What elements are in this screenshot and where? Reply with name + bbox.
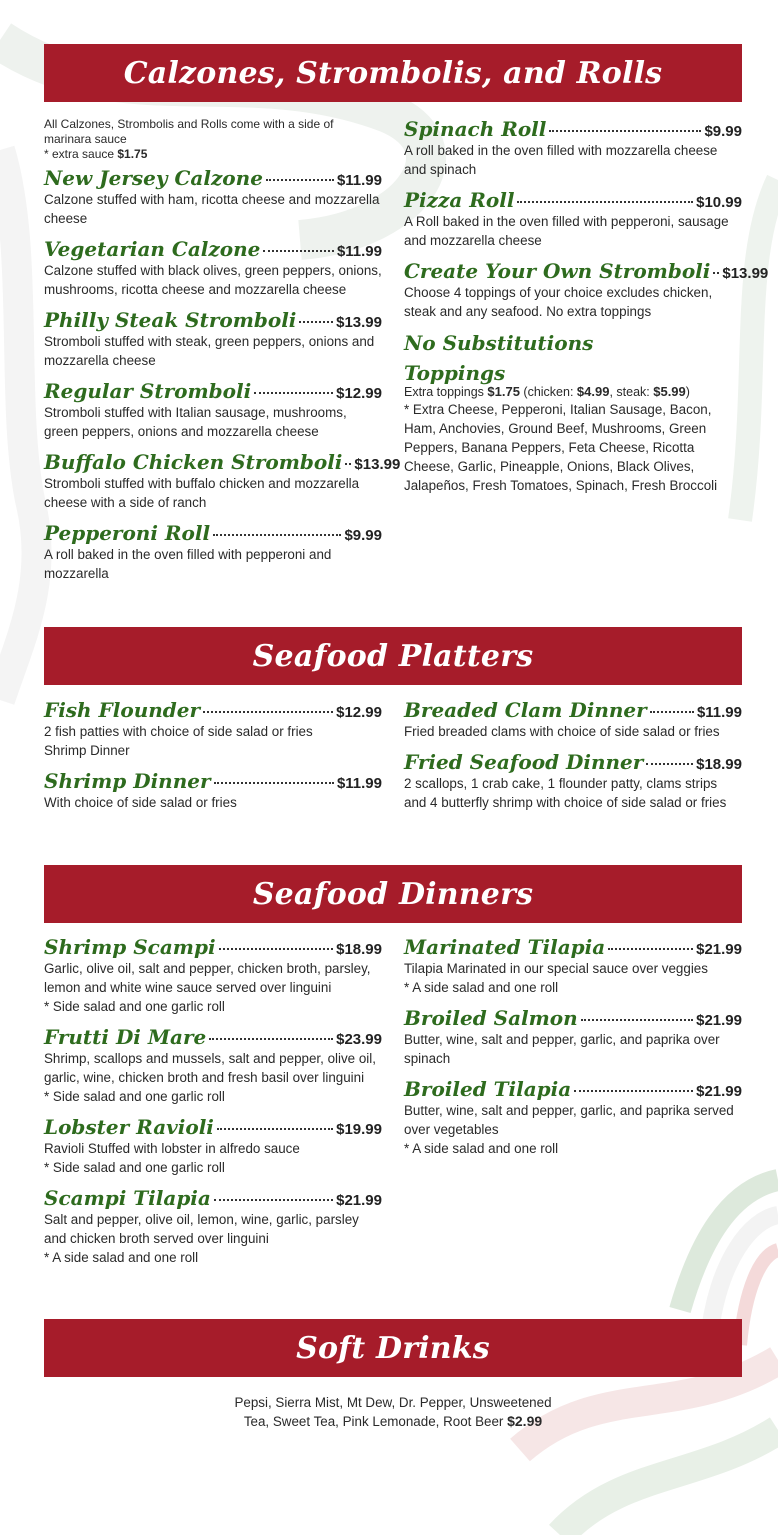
menu-item-name: Fish Flounder	[44, 698, 201, 722]
menu-item-description: Stromboli stuffed with buffalo chicken and mozzarella cheese with a side of ranch	[44, 476, 360, 510]
drinks-list	[44, 1393, 742, 1431]
menu-item-name: Create Your Own Stromboli	[404, 259, 711, 283]
menu-item-description: Tilapia Marinated in our special sauce over veggies	[404, 961, 708, 976]
dot-leader	[549, 130, 701, 132]
menu-item-name: Regular Stromboli	[44, 379, 252, 403]
menu-item-note: * A side salad and one roll	[404, 1141, 559, 1156]
dot-leader	[203, 711, 333, 713]
menu-item-description: Butter, wine, salt and pepper, garlic, and paprika over spinach	[404, 1032, 720, 1066]
menu-item-description: Salt and pepper, olive oil, lemon, wine, garlic, parsley and chicken broth served over linguini	[44, 1212, 359, 1246]
dot-leader	[254, 392, 333, 394]
menu-item-name: Broiled Salmon	[404, 1006, 578, 1030]
calzones-right-column	[404, 117, 769, 592]
menu-item-header	[44, 308, 382, 332]
menu-item-name: Broiled Tilapia	[404, 1077, 572, 1101]
menu-item-price: $21.99	[696, 1083, 742, 1100]
dot-leader	[574, 1090, 693, 1092]
menu-item-price: $9.99	[344, 527, 382, 544]
menu-item-price: $18.99	[336, 941, 382, 958]
menu-item-header	[44, 166, 382, 190]
menu-item-header	[44, 379, 382, 403]
menu-item-note: * Side salad and one garlic roll	[44, 1089, 225, 1104]
dot-leader	[217, 1128, 333, 1130]
menu-item-name: Marinated Tilapia	[404, 935, 606, 959]
menu-item-description: A roll baked in the oven filled with mozzarella cheese and spinach	[404, 143, 718, 177]
menu-item-description: With choice of side salad or fries	[44, 795, 237, 810]
menu-item-note: * Side salad and one garlic roll	[44, 1160, 225, 1175]
menu-item	[44, 935, 382, 1016]
menu-item	[44, 698, 382, 760]
dot-leader	[214, 1199, 333, 1201]
menu-item-note: * A side salad and one roll	[404, 980, 559, 995]
menu-item-name: Buffalo Chicken Stromboli	[44, 450, 343, 474]
menu-item	[404, 1077, 742, 1158]
menu-item-description: Butter, wine, salt and pepper, garlic, and paprika served over vegetables	[404, 1103, 734, 1137]
menu-item-header	[44, 521, 382, 545]
menu-item	[44, 379, 382, 441]
menu-item-price: $11.99	[696, 704, 742, 721]
toppings-pricing	[404, 384, 742, 400]
dot-leader	[214, 782, 334, 784]
menu-item	[44, 1025, 382, 1106]
chicken-price: $4.99	[576, 384, 610, 399]
section-title: Seafood Platters	[252, 638, 534, 674]
dinners-right-list	[404, 935, 742, 1276]
menu-item-name: New Jersey Calzone	[44, 166, 263, 190]
dot-leader	[581, 1019, 693, 1021]
menu-item	[404, 1006, 742, 1068]
menu-item-name: Shrimp Scampi	[44, 935, 216, 959]
section-banner-drinks	[44, 1319, 742, 1377]
menu-item-price: $13.99	[722, 265, 769, 282]
dot-leader	[646, 763, 693, 765]
calzones-columns	[44, 117, 769, 592]
menu-item-description: A Roll baked in the oven filled with pepperoni, sausage and mozzarella cheese	[404, 214, 729, 248]
menu-item-name: Shrimp Dinner	[44, 769, 211, 793]
toppings-heading: Toppings	[404, 361, 506, 385]
menu-item-name: Pizza Roll	[404, 188, 515, 212]
menu-item-description: Choose 4 toppings of your choice excludes chicken, steak and any seafood. No extra toppings	[404, 285, 713, 319]
menu-item-price: $19.99	[336, 1121, 382, 1138]
menu-item-description: 2 fish patties with choice of side salad or fries	[44, 724, 313, 739]
platters-right-list	[404, 698, 742, 821]
menu-item-price: $9.99	[704, 123, 742, 140]
menu-item	[44, 1115, 382, 1177]
toppings-list: * Extra Cheese, Pepperoni, Italian Sausage, Bacon, Ham, Anchovies, Ground Beef, Mushrooms, Green Peppers, Banana Peppers, Feta Cheese, Ricotta Cheese, Garlic, Pineapple, Onions, Black Olives, Jalapeños, Fresh Tomatoes, Spinach, Fresh Broccoli	[404, 402, 718, 493]
menu-item	[404, 750, 742, 812]
dot-leader	[219, 948, 334, 950]
menu-item-header	[404, 750, 742, 774]
menu-item-note: * Side salad and one garlic roll	[44, 999, 225, 1014]
menu-item-description: Calzone stuffed with ham, ricotta cheese and mozzarella cheese	[44, 192, 380, 226]
menu-item	[44, 769, 382, 812]
dot-leader	[209, 1038, 333, 1040]
menu-item	[404, 698, 742, 741]
menu-item-name: Scampi Tilapia	[44, 1186, 211, 1210]
dot-leader	[299, 321, 333, 323]
drinks-line-2	[44, 1412, 742, 1431]
menu-item-header	[44, 698, 382, 722]
menu-item-note: * A side salad and one roll	[44, 1250, 199, 1265]
menu-item-header	[44, 769, 382, 793]
steak-price: $5.99	[653, 384, 686, 399]
menu-item	[44, 237, 382, 299]
menu-item	[404, 935, 742, 997]
menu-item	[44, 1186, 382, 1267]
menu-item-header	[404, 1077, 742, 1101]
menu-item-price: $11.99	[336, 172, 382, 189]
menu-item-price: $23.99	[336, 1031, 382, 1048]
menu-item-header	[404, 698, 742, 722]
menu-item-name: Pepperoni Roll	[44, 521, 211, 545]
section-title: Calzones, Strombolis, and Rolls	[123, 55, 663, 91]
menu-item-price: $18.99	[696, 756, 742, 773]
intro-text: All Calzones, Strombolis and Rolls come with a side of marinara sauce	[44, 117, 334, 146]
menu-item-description: Ravioli Stuffed with lobster in alfredo sauce	[44, 1141, 300, 1156]
menu-item-price: $12.99	[336, 704, 382, 721]
menu-item-header	[404, 935, 742, 959]
section-banner-dinners	[44, 865, 742, 923]
menu-item-price: $21.99	[696, 941, 742, 958]
menu-item-header	[404, 188, 742, 212]
section-banner-platters	[44, 627, 742, 685]
toppings-block	[404, 362, 742, 495]
menu-item-description: Calzone stuffed with black olives, green peppers, onions, mushrooms, ricotta cheese and mozzarella cheese	[44, 263, 382, 297]
menu-item	[404, 117, 742, 179]
menu-item-header	[44, 1025, 382, 1049]
menu-item-price: $21.99	[336, 1192, 382, 1209]
menu-item-description: 2 scallops, 1 crab cake, 1 flounder patty, clams strips and 4 butterfly shrimp with choice of side salad or fries	[404, 776, 727, 810]
menu-item-header	[44, 237, 382, 261]
menu-item-header	[44, 1115, 382, 1139]
menu-item-name: Frutti Di Mare	[44, 1025, 207, 1049]
extra-sauce-note	[44, 147, 382, 162]
calzones-left-list	[44, 166, 401, 583]
menu-item-header	[404, 259, 769, 283]
extra-sauce-price: $1.75	[117, 147, 148, 161]
menu-item	[44, 308, 382, 370]
menu-item-description: A roll baked in the oven filled with pepperoni and mozzarella	[44, 547, 332, 581]
paren-close: )	[685, 385, 690, 399]
dot-leader	[713, 272, 719, 274]
menu-item-name: Breaded Clam Dinner	[404, 698, 647, 722]
menu-item	[404, 188, 742, 250]
dot-leader	[213, 534, 341, 536]
menu-item-name: Spinach Roll	[404, 117, 547, 141]
menu-item-name: Fried Seafood Dinner	[404, 750, 644, 774]
dot-leader	[517, 201, 693, 203]
dinners-left-list	[44, 935, 382, 1276]
dot-leader	[608, 948, 693, 950]
menu-item-price: $10.99	[696, 194, 742, 211]
platters-left-list	[44, 698, 382, 821]
no-substitutions-heading: No Substitutions	[404, 331, 594, 355]
menu-item	[44, 166, 382, 228]
menu-item-header	[404, 1006, 742, 1030]
menu-item-name: Lobster Ravioli	[44, 1115, 214, 1139]
menu-item-price: $13.99	[354, 456, 401, 473]
menu-item-description-extra: Shrimp Dinner	[44, 743, 130, 758]
menu-item-price: $12.99	[336, 385, 382, 402]
calzones-left-column	[44, 117, 401, 592]
calzones-intro	[44, 117, 382, 162]
dot-leader	[263, 250, 334, 252]
menu-item-header	[44, 450, 401, 474]
menu-item	[44, 521, 382, 583]
section-title: Seafood Dinners	[252, 876, 534, 912]
drinks-line-1: Pepsi, Sierra Mist, Mt Dew, Dr. Pepper, Unsweetened	[234, 1395, 552, 1410]
drinks-price: $2.99	[507, 1413, 543, 1429]
extra-sauce-label: * extra sauce	[44, 147, 118, 161]
menu-item-header	[44, 1186, 382, 1210]
steak-label: , steak:	[609, 385, 654, 399]
dot-leader	[266, 179, 334, 181]
menu-item-price: $11.99	[336, 775, 382, 792]
platters-columns	[44, 698, 742, 821]
dot-leader	[650, 711, 694, 713]
section-title: Soft Drinks	[296, 1330, 490, 1366]
section-banner-calzones	[44, 44, 742, 102]
menu-item-description: Shrimp, scallops and mussels, salt and pepper, olive oil, garlic, wine, chicken broth and fresh basil over linguini	[44, 1051, 376, 1085]
dot-leader	[345, 463, 351, 465]
extra-toppings-label: Extra toppings	[404, 385, 488, 399]
menu-item-price: $11.99	[336, 243, 382, 260]
menu-item-name: Philly Steak Stromboli	[44, 308, 297, 332]
menu-item-name: Vegetarian Calzone	[44, 237, 261, 261]
menu-item-header	[404, 117, 742, 141]
chicken-label: (chicken:	[519, 385, 577, 399]
dinners-columns	[44, 935, 742, 1276]
menu-item-description: Stromboli stuffed with Italian sausage, mushrooms, green peppers, onions and mozzarella cheese	[44, 405, 347, 439]
menu-item-description: Stromboli stuffed with steak, green peppers, onions and mozzarella cheese	[44, 334, 375, 368]
menu-item-description: Fried breaded clams with choice of side salad or fries	[404, 724, 720, 739]
drinks-line-2-text: Tea, Sweet Tea, Pink Lemonade, Root Beer	[243, 1414, 508, 1429]
menu-item	[44, 450, 401, 512]
menu-item	[404, 259, 769, 321]
calzones-right-list	[404, 117, 769, 321]
menu-item-price: $21.99	[696, 1012, 742, 1029]
menu-item-description: Garlic, olive oil, salt and pepper, chicken broth, parsley, lemon and white wine sauce served over linguini	[44, 961, 371, 995]
menu-item-price: $13.99	[336, 314, 382, 331]
extra-toppings-price: $1.75	[487, 384, 520, 399]
menu-item-header	[44, 935, 382, 959]
